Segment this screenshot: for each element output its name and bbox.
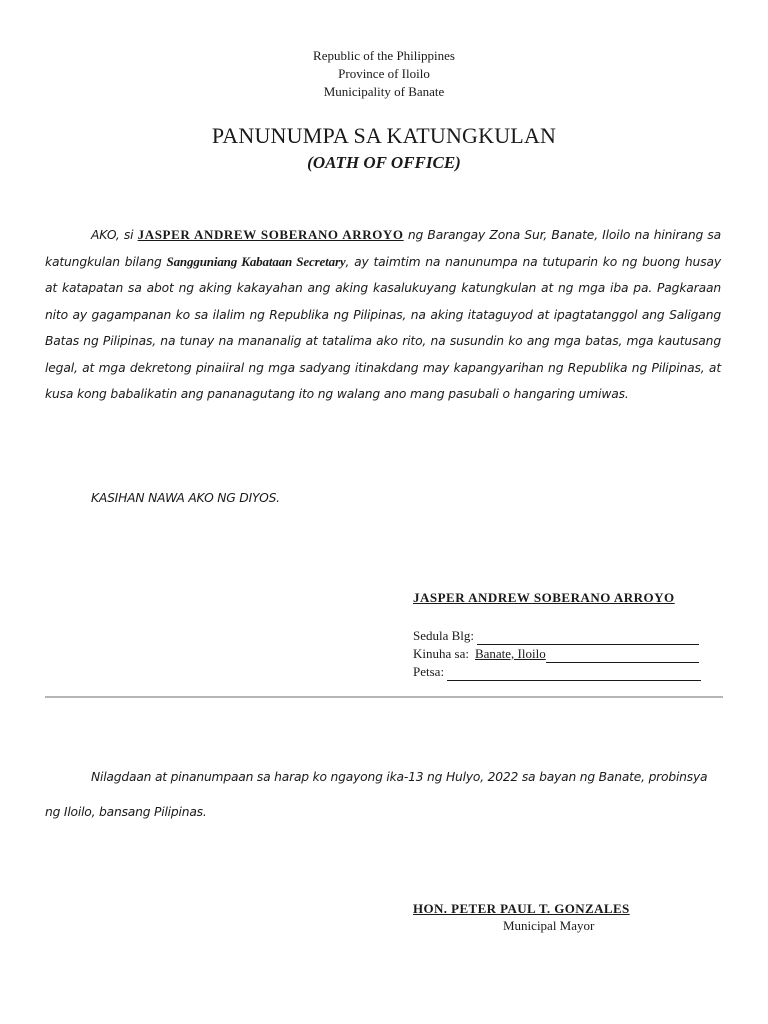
section-divider <box>45 696 723 698</box>
petsa-blank-line <box>447 666 701 681</box>
mayor-title: Municipal Mayor <box>503 918 595 933</box>
oath-rest: , ay taimtim na nanunumpa na tutuparin ko ng buong husay at katapatan sa abot ng aking kakayahan ang aking kasalukuyang katungkulan at ng mga iba pa. Pagkaraan nito ay gagampanan ko sa ilalim ng Republika ng Pilipinas, na aking itataguyod at ipagtatanggol ang Saligang Batas ng Pilipinas, na tunay na mananalig at tatalima ako rito, na susundin ko ang mga batas, mga kautusang legal, at mga dekretong pinaiiral ng mga sadyang itinakdang may kapangyarihan ng Republika ng Pilipinas, at kusa kong babalikatin ang pananagutang ito ng walang ano mang pasubali o hangaring umiwas. <box>45 254 721 401</box>
petsa-row <box>413 663 703 681</box>
closing-blessing: KASIHAN NAWA AKO NG DIYOS. <box>91 491 280 505</box>
header-municipality: Municipality of Banate <box>323 84 445 99</box>
document-subtitle: (OATH OF OFFICE) <box>307 153 461 172</box>
sedula-blank-line <box>477 630 699 645</box>
document-header <box>0 47 768 101</box>
header-province: Province of Iloilo <box>338 66 430 81</box>
oath-intro: AKO, si <box>91 228 138 242</box>
jurat-paragraph: Nilagdaan at pinanumpaan sa harap ko ngayong ika-13 ng Hulyo, 2022 sa bayan ng Banate, probinsya ng Iloilo, bansang Pilipinas. <box>45 770 708 819</box>
kinuha-row <box>413 645 703 663</box>
sedula-label: Sedula Blg: <box>413 628 475 643</box>
affiant-signature-name: JASPER ANDREW SOBERANO ARROYO <box>413 590 675 605</box>
oath-paragraph <box>45 222 721 408</box>
header-republic: Republic of the Philippines <box>313 48 455 63</box>
kinuha-blank-line <box>546 648 699 663</box>
kinuha-label: Kinuha sa: <box>413 646 469 661</box>
oath-mid: ng Barangay Zona Sur, Banate, Iloilo na hinirang sa katungkulan bilang <box>45 228 721 269</box>
sedula-row <box>413 627 703 645</box>
kinuha-value: Banate, Iloilo <box>474 646 546 661</box>
oath-affiant-name: JASPER ANDREW SOBERANO ARROYO <box>137 227 404 242</box>
document-title: PANUNUMPA SA KATUNGKULAN <box>211 123 557 148</box>
mayor-signature-name: HON. PETER PAUL T. GONZALES <box>413 901 630 916</box>
petsa-label: Petsa: <box>413 664 445 679</box>
oath-position: Sangguniang Kabataan Secretary <box>166 253 346 269</box>
